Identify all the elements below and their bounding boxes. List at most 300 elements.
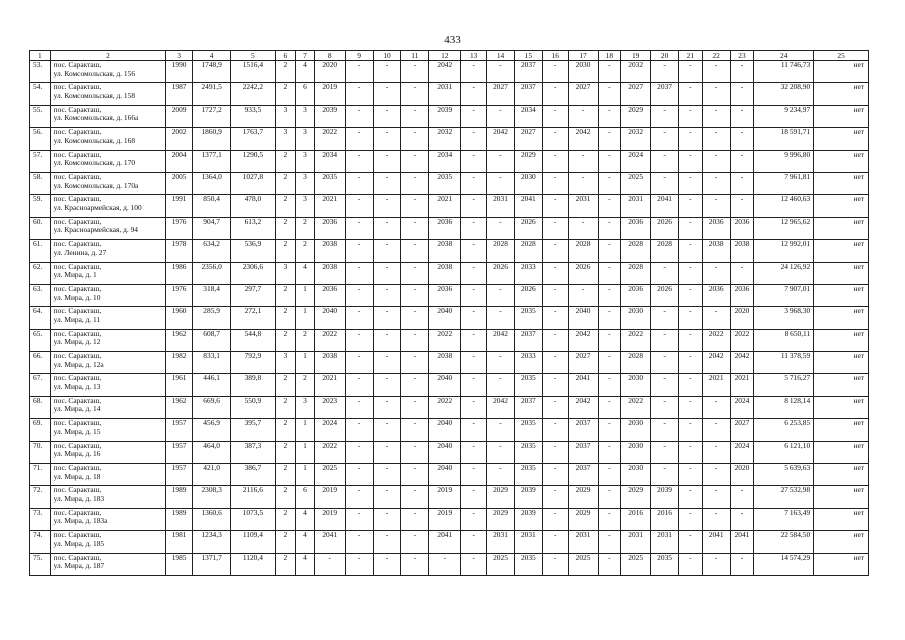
table-cell: - xyxy=(651,105,679,127)
table-cell: - xyxy=(679,307,703,329)
table-cell: 2027 xyxy=(621,83,651,105)
table-cell: - xyxy=(345,396,373,418)
table-cell: 2041 xyxy=(314,531,345,553)
table-cell: - xyxy=(651,374,679,396)
table-cell: - xyxy=(598,486,621,508)
address-cell: пос. Саракташ, ул. Мира, д. 10 xyxy=(50,284,166,306)
table-row xyxy=(30,61,869,83)
flag-cell: нет xyxy=(814,172,869,194)
address-cell: пос. Саракташ, ул. Комсомольская, д. 156 xyxy=(50,61,166,83)
table-cell: - xyxy=(487,105,515,127)
table-cell: - xyxy=(542,553,568,575)
table-cell: 3 xyxy=(275,262,296,284)
table-cell: - xyxy=(401,150,429,172)
table-cell: - xyxy=(542,396,568,418)
table-row xyxy=(30,83,869,105)
table-cell: 2308,3 xyxy=(193,486,231,508)
table-cell: 3 xyxy=(296,128,315,150)
table-cell: 2036 xyxy=(429,284,461,306)
table-cell: - xyxy=(702,419,730,441)
row-number: 69. xyxy=(30,419,51,441)
table-cell: 1962 xyxy=(166,329,193,351)
table-cell: 2040 xyxy=(429,464,461,486)
table-cell: 2030 xyxy=(568,61,598,83)
table-cell: 2031 xyxy=(621,531,651,553)
table-cell: 2036 xyxy=(314,284,345,306)
table-cell: 1989 xyxy=(166,508,193,530)
row-number: 66. xyxy=(30,352,51,374)
table-row xyxy=(30,553,869,575)
table-cell: 2024 xyxy=(314,419,345,441)
table-cell: - xyxy=(461,128,487,150)
table-cell: 1109,4 xyxy=(231,531,275,553)
table-cell: - xyxy=(345,195,373,217)
table-cell: 2025 xyxy=(314,464,345,486)
table-row xyxy=(30,486,869,508)
table-cell: 1763,7 xyxy=(231,128,275,150)
table-cell: - xyxy=(702,396,730,418)
table-cell: 318,4 xyxy=(193,284,231,306)
flag-cell: нет xyxy=(814,61,869,83)
table-cell: - xyxy=(401,195,429,217)
table-cell: - xyxy=(730,486,754,508)
table-cell: 2040 xyxy=(429,374,461,396)
table-cell: 2116,6 xyxy=(231,486,275,508)
table-cell: 613,2 xyxy=(231,217,275,239)
address-cell: пос. Саракташ, ул. Комсомольская, д. 170а xyxy=(50,172,166,194)
table-cell: 2041 xyxy=(514,195,542,217)
table-cell: - xyxy=(373,396,401,418)
table-cell: 1360,6 xyxy=(193,508,231,530)
table-cell: 2306,6 xyxy=(231,262,275,284)
table-cell: - xyxy=(373,441,401,463)
table-cell: 1290,5 xyxy=(231,150,275,172)
table-cell: 2035 xyxy=(514,464,542,486)
table-cell: - xyxy=(542,195,568,217)
table-cell: 2029 xyxy=(487,486,515,508)
table-cell: 2037 xyxy=(568,419,598,441)
address-cell: пос. Саракташ, ул. Мира, д. 12 xyxy=(50,329,166,351)
flag-cell: нет xyxy=(814,329,869,351)
table-cell: 3 xyxy=(275,128,296,150)
table-cell: 2025 xyxy=(621,172,651,194)
table-cell: 2026 xyxy=(487,262,515,284)
table-cell: - xyxy=(568,105,598,127)
flag-cell: нет xyxy=(814,262,869,284)
table-cell: 1990 xyxy=(166,61,193,83)
table-cell: 2 xyxy=(275,531,296,553)
address-cell: пос. Саракташ, ул. Мира, д. 16 xyxy=(50,441,166,463)
cost-cell: 12 965,62 xyxy=(754,217,814,239)
table-cell: 904,7 xyxy=(193,217,231,239)
table-cell: - xyxy=(401,217,429,239)
table-cell: 2036 xyxy=(730,284,754,306)
row-number: 73. xyxy=(30,508,51,530)
cost-cell: 3 968,30 xyxy=(754,307,814,329)
table-cell: - xyxy=(345,217,373,239)
table-cell: 1 xyxy=(296,284,315,306)
table-cell: - xyxy=(373,307,401,329)
table-cell: - xyxy=(730,105,754,127)
table-cell: - xyxy=(598,195,621,217)
table-cell: - xyxy=(373,486,401,508)
table-cell: - xyxy=(461,352,487,374)
table-cell: - xyxy=(461,419,487,441)
table-cell: 2 xyxy=(275,195,296,217)
table-cell: - xyxy=(373,464,401,486)
table-cell: 2029 xyxy=(514,150,542,172)
table-cell: 2 xyxy=(275,464,296,486)
table-cell: - xyxy=(702,172,730,194)
table-cell: 2 xyxy=(275,419,296,441)
flag-cell: нет xyxy=(814,531,869,553)
cost-cell: 8 650,11 xyxy=(754,329,814,351)
table-cell: 3 xyxy=(296,396,315,418)
table-cell: - xyxy=(542,105,568,127)
table-cell: - xyxy=(598,105,621,127)
table-cell: 2031 xyxy=(621,195,651,217)
table-cell: 1989 xyxy=(166,486,193,508)
table-cell: - xyxy=(598,441,621,463)
table-cell: - xyxy=(345,307,373,329)
table-cell: 2019 xyxy=(314,486,345,508)
table-row xyxy=(30,441,869,463)
cost-cell: 22 584,50 xyxy=(754,531,814,553)
table-cell: 2038 xyxy=(429,240,461,262)
table-cell: 1377,1 xyxy=(193,150,231,172)
table-cell: - xyxy=(568,150,598,172)
table-cell: 1957 xyxy=(166,464,193,486)
table-cell: - xyxy=(598,83,621,105)
table-cell: - xyxy=(730,262,754,284)
column-header: 17 xyxy=(568,51,598,61)
table-row xyxy=(30,128,869,150)
table-cell: 2026 xyxy=(651,284,679,306)
table-cell: - xyxy=(730,61,754,83)
table-cell: 2036 xyxy=(702,284,730,306)
table-cell: - xyxy=(598,508,621,530)
column-header: 24 xyxy=(754,51,814,61)
table-cell: - xyxy=(461,240,487,262)
cost-cell: 8 128,14 xyxy=(754,396,814,418)
table-cell: 1957 xyxy=(166,419,193,441)
table-cell: 2021 xyxy=(702,374,730,396)
table-cell: 2042 xyxy=(487,396,515,418)
table-cell: - xyxy=(401,240,429,262)
table-cell: - xyxy=(461,441,487,463)
row-number: 59. xyxy=(30,195,51,217)
table-cell: - xyxy=(542,61,568,83)
table-cell: 2 xyxy=(275,329,296,351)
table-cell: - xyxy=(598,217,621,239)
table-cell: - xyxy=(542,486,568,508)
table-cell: - xyxy=(345,531,373,553)
table-cell: - xyxy=(373,508,401,530)
table-cell: - xyxy=(401,105,429,127)
table-cell: - xyxy=(401,172,429,194)
table-cell: - xyxy=(345,419,373,441)
table-cell: 2031 xyxy=(651,531,679,553)
table-cell: - xyxy=(702,441,730,463)
page-number: 433 xyxy=(444,34,461,46)
table-cell: - xyxy=(598,329,621,351)
table-cell: - xyxy=(345,240,373,262)
table-row xyxy=(30,396,869,418)
address-cell: пос. Саракташ, ул. Комсомольская, д. 168 xyxy=(50,128,166,150)
column-header: 2 xyxy=(50,51,166,61)
table-cell: 2039 xyxy=(314,105,345,127)
table-cell: - xyxy=(373,262,401,284)
table-cell: 2042 xyxy=(730,352,754,374)
table-cell: - xyxy=(679,329,703,351)
table-cell: - xyxy=(401,329,429,351)
table-cell: 2042 xyxy=(568,329,598,351)
table-cell: 2005 xyxy=(166,172,193,194)
table-cell: 2 xyxy=(296,374,315,396)
table-cell: 2022 xyxy=(314,128,345,150)
table-cell: 2034 xyxy=(314,150,345,172)
table-cell: 2035 xyxy=(514,419,542,441)
table-cell: - xyxy=(401,374,429,396)
table-cell: 2030 xyxy=(621,419,651,441)
column-header: 4 xyxy=(193,51,231,61)
table-cell: 2 xyxy=(275,508,296,530)
table-cell: 2036 xyxy=(730,217,754,239)
address-cell: пос. Саракташ, ул. Ленина, д. 27 xyxy=(50,240,166,262)
table-cell: - xyxy=(598,374,621,396)
table-cell: - xyxy=(487,419,515,441)
table-cell: - xyxy=(373,195,401,217)
cost-cell: 6 121,10 xyxy=(754,441,814,463)
table-cell: 2029 xyxy=(621,486,651,508)
address-cell: пос. Саракташ, ул. Мира, д. 13 xyxy=(50,374,166,396)
row-number: 63. xyxy=(30,284,51,306)
table-cell: 1 xyxy=(296,441,315,463)
table-row xyxy=(30,374,869,396)
table-cell: 1961 xyxy=(166,374,193,396)
table-cell: 2022 xyxy=(429,396,461,418)
table-cell: 2021 xyxy=(730,374,754,396)
table-cell: - xyxy=(461,508,487,530)
table-row xyxy=(30,195,869,217)
table-cell: 2027 xyxy=(568,83,598,105)
table-cell: 2042 xyxy=(568,128,598,150)
table-cell: - xyxy=(373,172,401,194)
table-body xyxy=(30,61,869,576)
table-cell: 2034 xyxy=(514,105,542,127)
table-cell: 2 xyxy=(275,553,296,575)
table-cell: - xyxy=(651,172,679,194)
table-cell: 3 xyxy=(296,195,315,217)
table-cell: 6 xyxy=(296,83,315,105)
row-number: 70. xyxy=(30,441,51,463)
table-cell: 2022 xyxy=(702,329,730,351)
table-cell: 395,7 xyxy=(231,419,275,441)
table-cell: - xyxy=(679,150,703,172)
flag-cell: нет xyxy=(814,83,869,105)
table-cell: - xyxy=(461,553,487,575)
table-cell: - xyxy=(542,329,568,351)
table-cell: - xyxy=(487,150,515,172)
table-cell: - xyxy=(345,262,373,284)
table-cell: 2028 xyxy=(651,240,679,262)
table-cell: 2 xyxy=(275,150,296,172)
table-cell: 2019 xyxy=(429,486,461,508)
column-header: 3 xyxy=(166,51,193,61)
table-cell: - xyxy=(345,105,373,127)
cost-cell: 11 378,59 xyxy=(754,352,814,374)
table-cell: - xyxy=(487,284,515,306)
table-cell: - xyxy=(461,61,487,83)
cost-cell: 12 460,63 xyxy=(754,195,814,217)
table-cell: 2020 xyxy=(730,464,754,486)
table-cell: - xyxy=(429,553,461,575)
table-cell: - xyxy=(598,531,621,553)
column-header: 10 xyxy=(373,51,401,61)
table-cell: 2036 xyxy=(702,217,730,239)
table-cell: - xyxy=(542,508,568,530)
row-number: 64. xyxy=(30,307,51,329)
table-cell: - xyxy=(345,83,373,105)
table-cell: - xyxy=(598,352,621,374)
table-cell: - xyxy=(373,419,401,441)
table-cell: - xyxy=(651,419,679,441)
table-cell: - xyxy=(345,352,373,374)
table-cell: 2038 xyxy=(429,352,461,374)
table-cell: - xyxy=(542,374,568,396)
table-cell: 2042 xyxy=(487,128,515,150)
table-cell: 2036 xyxy=(621,284,651,306)
table-cell: 2024 xyxy=(730,396,754,418)
table-cell: 2025 xyxy=(487,553,515,575)
table-cell: 2030 xyxy=(514,172,542,194)
table-cell: 2 xyxy=(296,240,315,262)
column-header: 13 xyxy=(461,51,487,61)
table-cell: 1960 xyxy=(166,307,193,329)
table-cell: - xyxy=(679,486,703,508)
cost-cell: 9 234,97 xyxy=(754,105,814,127)
column-header: 5 xyxy=(231,51,275,61)
table-cell: 2031 xyxy=(568,531,598,553)
table-cell: 2023 xyxy=(314,396,345,418)
table-cell: - xyxy=(373,128,401,150)
table-cell: - xyxy=(651,441,679,463)
table-cell: - xyxy=(487,441,515,463)
cost-cell: 9 996,80 xyxy=(754,150,814,172)
table-cell: 478,0 xyxy=(231,195,275,217)
table-cell: 1962 xyxy=(166,396,193,418)
table-row xyxy=(30,172,869,194)
table-cell: 2037 xyxy=(514,83,542,105)
column-header: 6 xyxy=(275,51,296,61)
table-cell: - xyxy=(487,374,515,396)
table-cell: - xyxy=(702,128,730,150)
column-header: 14 xyxy=(487,51,515,61)
table-cell: 285,9 xyxy=(193,307,231,329)
table-cell: - xyxy=(702,105,730,127)
row-number: 74. xyxy=(30,531,51,553)
table-cell: - xyxy=(461,83,487,105)
table-cell: - xyxy=(373,240,401,262)
table-cell: 669,6 xyxy=(193,396,231,418)
table-cell: 2 xyxy=(275,217,296,239)
table-cell: 1371,7 xyxy=(193,553,231,575)
table-cell: 2037 xyxy=(514,396,542,418)
table-cell: - xyxy=(345,128,373,150)
table-cell: 2030 xyxy=(621,464,651,486)
table-cell: 2009 xyxy=(166,105,193,127)
table-cell: - xyxy=(568,284,598,306)
table-cell: 2025 xyxy=(568,553,598,575)
address-cell: пос. Саракташ, ул. Мира, д. 11 xyxy=(50,307,166,329)
table-cell: 1120,4 xyxy=(231,553,275,575)
address-cell: пос. Саракташ, ул. Мира, д. 15 xyxy=(50,419,166,441)
table-cell: 1516,4 xyxy=(231,61,275,83)
table-row xyxy=(30,105,869,127)
table-cell: 1991 xyxy=(166,195,193,217)
table-cell: 833,1 xyxy=(193,352,231,374)
table-cell: 2040 xyxy=(429,441,461,463)
table-cell: - xyxy=(345,61,373,83)
table-cell: - xyxy=(542,217,568,239)
table-cell: 1727,2 xyxy=(193,105,231,127)
table-cell: 2032 xyxy=(621,128,651,150)
cost-cell: 27 532,98 xyxy=(754,486,814,508)
cost-cell: 24 126,92 xyxy=(754,262,814,284)
table-cell: - xyxy=(598,262,621,284)
table-cell: - xyxy=(651,128,679,150)
column-header: 11 xyxy=(401,51,429,61)
table-cell: - xyxy=(461,217,487,239)
address-cell: пос. Саракташ, ул. Мира, д. 12а xyxy=(50,352,166,374)
table-row xyxy=(30,217,869,239)
table-cell: - xyxy=(487,61,515,83)
table-cell: 2 xyxy=(296,329,315,351)
column-header: 25 xyxy=(814,51,869,61)
cost-cell: 6 253,85 xyxy=(754,419,814,441)
address-cell: пос. Саракташ, ул. Мира, д. 183 xyxy=(50,486,166,508)
table-cell: 1234,3 xyxy=(193,531,231,553)
row-number: 67. xyxy=(30,374,51,396)
table-cell: - xyxy=(679,441,703,463)
table-cell: 1985 xyxy=(166,553,193,575)
table-cell: - xyxy=(461,262,487,284)
table-cell: 2030 xyxy=(621,441,651,463)
cost-cell: 18 591,71 xyxy=(754,128,814,150)
table-row xyxy=(30,307,869,329)
table-cell: - xyxy=(702,307,730,329)
table-cell: 2038 xyxy=(314,240,345,262)
table-cell: - xyxy=(345,150,373,172)
table-cell: - xyxy=(679,240,703,262)
table-cell: - xyxy=(702,61,730,83)
table-cell: 2028 xyxy=(621,352,651,374)
table-cell: - xyxy=(542,240,568,262)
row-number: 53. xyxy=(30,61,51,83)
table-cell: 2038 xyxy=(730,240,754,262)
table-cell: 421,0 xyxy=(193,464,231,486)
table-cell: 2028 xyxy=(621,240,651,262)
table-cell: 792,9 xyxy=(231,352,275,374)
table-cell: 2021 xyxy=(314,195,345,217)
table-cell: 2022 xyxy=(621,396,651,418)
table-cell: - xyxy=(401,419,429,441)
row-number: 60. xyxy=(30,217,51,239)
table-cell: - xyxy=(542,352,568,374)
table-cell: - xyxy=(461,396,487,418)
cost-cell: 7 163,49 xyxy=(754,508,814,530)
column-header: 20 xyxy=(651,51,679,61)
